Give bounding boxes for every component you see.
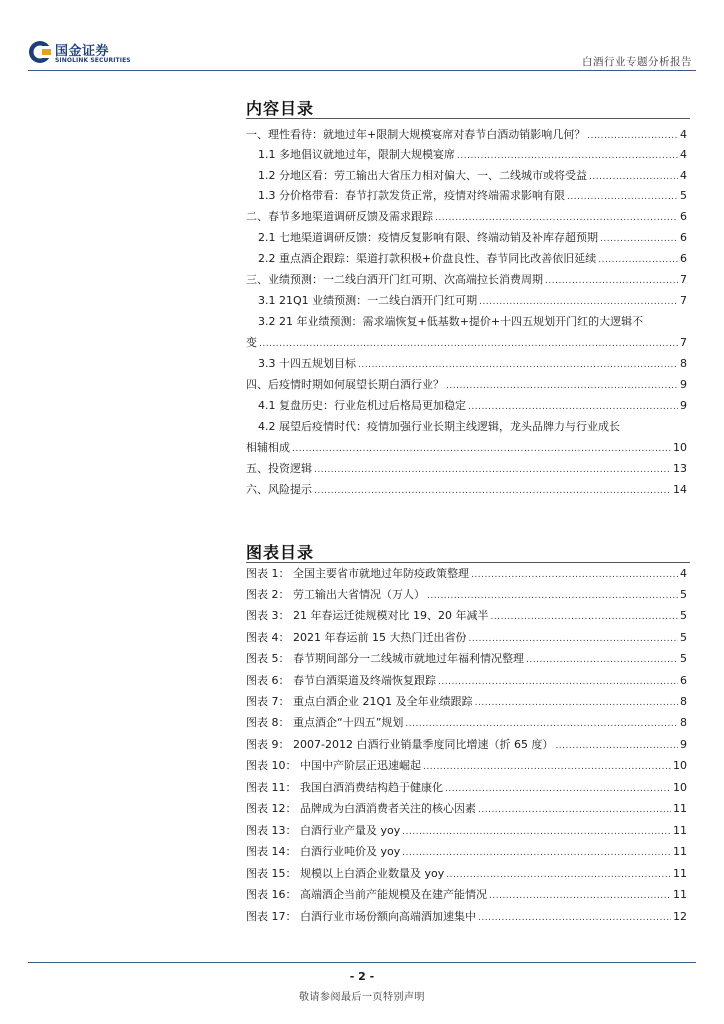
figure-entry[interactable]: 图表 9： 2007-2012 白酒行业销量季度同比增速（折 65 度） ..... 9	[246, 738, 687, 753]
figure-entry[interactable]: 图表 6： 春节白酒渠道及终端恢复跟踪 ..... 6	[246, 674, 687, 689]
figures-title: 图表目录	[246, 543, 315, 562]
toc-title-divider	[246, 118, 690, 119]
toc-entry[interactable]: 相辅相成 ..... 10	[246, 441, 687, 456]
figure-entry[interactable]: 图表 17： 白酒行业市场份额向高端酒加速集中 ..... 12	[246, 910, 687, 925]
toc-entry[interactable]: 2.2 重点酒企跟踪：渠道打款积极+价盘良性、春节同比改善依旧延续 ..... 6	[258, 252, 687, 267]
figure-entry[interactable]: 图表 16： 高端酒企当前产能规模及在建产能情况 ..... 11	[246, 888, 687, 903]
figure-entry[interactable]: 图表 14： 白酒行业吨价及 yoy ..... 11	[246, 845, 687, 860]
toc-entry[interactable]: 1.1 多地倡议就地过年，限制大规模宴席 ..... 4	[258, 148, 687, 163]
brand-name-cn: 国金证券	[55, 44, 110, 59]
page-number: - 2 -	[349, 970, 375, 983]
toc-entry[interactable]: 四、后疫情时期如何展望长期白酒行业？ ..... 9	[246, 378, 687, 393]
toc-entry-line1[interactable]: 3.2 21 年业绩预测：需求端恢复+低基数+提价+十四五规划开门红的大逻辑不	[258, 315, 644, 328]
figure-entry[interactable]: 图表 2： 劳工输出大省情况（万人） ..... 5	[246, 588, 687, 603]
figure-entry[interactable]: 图表 10： 中国中产阶层正迅速崛起 ..... 10	[246, 759, 687, 774]
figure-entry[interactable]: 图表 11： 我国白酒消费结构趋于健康化 ..... 10	[246, 781, 687, 796]
header-divider	[28, 70, 696, 71]
figure-entry[interactable]: 图表 13： 白酒行业产量及 yoy ..... 11	[246, 824, 687, 839]
figure-entry[interactable]: 图表 12： 品牌成为白酒消费者关注的核心因素 ..... 11	[246, 802, 687, 817]
toc-entry[interactable]: 1.2 分地区看：劳工输出大省压力相对偏大、一、二线城市或将受益 ..... 4	[258, 169, 687, 184]
toc-entry-line1[interactable]: 4.2 展望后疫情时代：疫情加强行业长期主线逻辑，龙头品牌力与行业成长	[258, 420, 620, 433]
figure-entry[interactable]: 图表 15： 规模以上白酒企业数量及 yoy ..... 11	[246, 867, 687, 882]
company-logo	[28, 40, 168, 70]
toc-entry[interactable]: 2.1 七地渠道调研反馈：疫情反复影响有限、终端动销及补库存超预期 ..... 6	[258, 231, 687, 246]
footer-divider	[28, 962, 696, 963]
page-header	[28, 38, 696, 70]
brand-name-en: SINOLINK SECURITIES	[55, 57, 131, 64]
toc-entry[interactable]: 3.1 21Q1 业绩预测：一二线白酒开门红可期 ..... 7	[258, 294, 687, 309]
figures-title-divider	[246, 562, 690, 563]
report-title: 白酒行业专题分析报告	[582, 56, 692, 68]
toc-entry[interactable]: 六、风险提示 ..... 14	[246, 483, 687, 498]
figure-entry[interactable]: 图表 4： 2021 年春运前 15 大热门迁出省份 ..... 5	[246, 631, 687, 646]
figure-entry[interactable]: 图表 8： 重点酒企“十四五”规划 ..... 8	[246, 716, 687, 731]
toc-entry[interactable]: 1.3 分价格带看：春节打款发货正常，疫情对终端需求影响有限 ..... 5	[258, 189, 687, 204]
figure-entry[interactable]: 图表 7： 重点白酒企业 21Q1 及全年业绩跟踪 ..... 8	[246, 695, 687, 710]
disclaimer-note: 敬请参阅最后一页特别声明	[299, 992, 425, 1003]
toc-entry[interactable]: 3.3 十四五规划目标 ..... 8	[258, 357, 687, 372]
toc-entry[interactable]: 五、投资逻辑 ..... 13	[246, 462, 687, 477]
figure-entry[interactable]: 图表 1： 全国主要省市就地过年防疫政策整理 ..... 4	[246, 567, 687, 582]
figure-entry[interactable]: 图表 5： 春节期间部分一二线城市就地过年福利情况整理 ..... 5	[246, 652, 687, 667]
figure-entry[interactable]: 图表 3： 21 年春运迁徙规模对比 19、20 年减半 ..... 5	[246, 609, 687, 624]
sinolink-logo-icon	[28, 40, 52, 64]
toc-entry[interactable]: 一、理性看待：就地过年+限制大规模宴席对春节白酒动销影响几何？ ..... 4	[246, 128, 687, 143]
toc-entry[interactable]: 三、业绩预测：一二线白酒开门红可期、次高端拉长消费周期 ..... 7	[246, 273, 687, 288]
toc-title: 内容目录	[246, 99, 315, 118]
toc-entry[interactable]: 变 ..... 7	[246, 336, 687, 351]
toc-entry[interactable]: 二、春节多地渠道调研反馈及需求跟踪 ..... 6	[246, 210, 687, 225]
toc-entry[interactable]: 4.1 复盘历史：行业危机过后格局更加稳定 ..... 9	[258, 399, 687, 414]
